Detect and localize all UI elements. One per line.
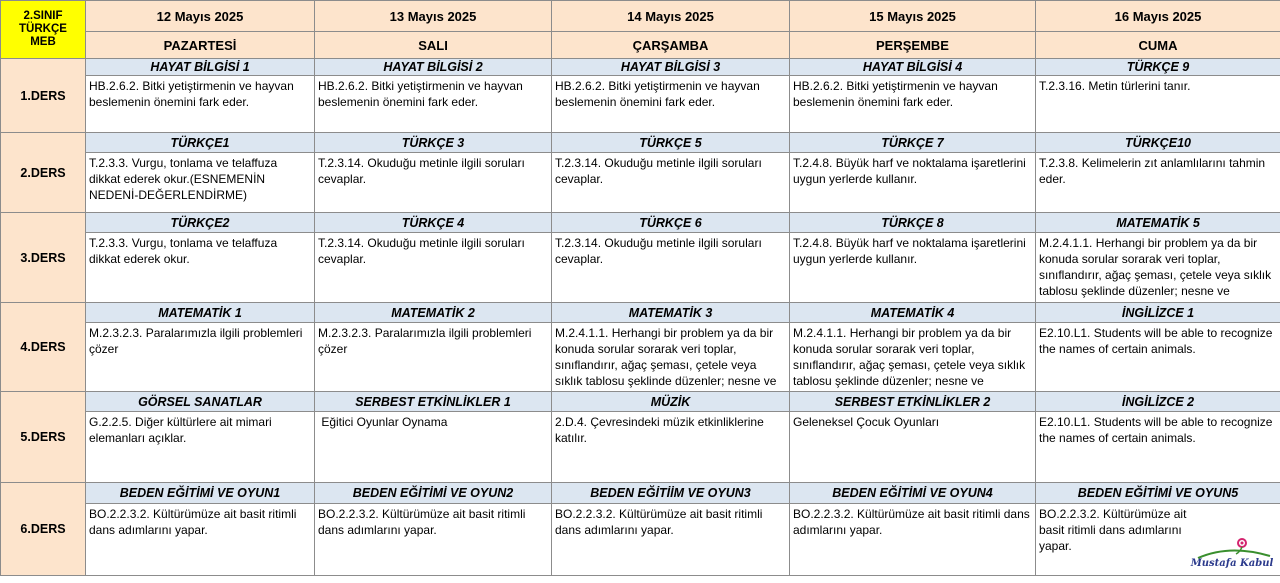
- outcome-text: M.2.3.2.3. Paralarımızla ilgili problemleri çözer: [318, 326, 532, 356]
- outcome-text: T.2.3.14. Okuduğu metinle ilgili soruları cevaplar.: [318, 236, 525, 266]
- flower-icon: [1190, 536, 1274, 560]
- outcome-text: M.2.3.2.3. Paralarımızla ilgili problemleri çözer: [89, 326, 303, 356]
- author-logo: [1190, 536, 1274, 578]
- outcome-cell: [790, 76, 1036, 133]
- date-header-monday: 12 Mayıs 2025: [86, 1, 315, 32]
- outcome-cell: [790, 323, 1036, 392]
- outcome-cell: [315, 323, 552, 392]
- outcome-cell: [790, 153, 1036, 213]
- day-header-friday: CUMA: [1036, 32, 1280, 59]
- subject-cell: BEDEN EĞİTİİM VE OYUN3: [552, 483, 790, 504]
- date-header-tuesday: 13 Mayıs 2025: [315, 1, 552, 32]
- outcome-cell: [315, 412, 552, 483]
- outcome-cell: [315, 153, 552, 213]
- outcome-text: T.2.3.8. Kelimelerin zıt anlamlılarını tahmin eder.: [1039, 156, 1266, 186]
- class-label-line1: 2.SINIF: [23, 10, 63, 22]
- outcome-text: BO.2.2.3.2. Kültürümüze ait basit ritimli dans adımlarını yapar.: [793, 507, 1030, 537]
- subject-cell: TÜRKÇE 8: [790, 213, 1036, 233]
- subject-cell: MATEMATİK 4: [790, 303, 1036, 323]
- outcome-text: T.2.4.8. Büyük harf ve noktalama işaretlerini uygun yerlerde kullanır.: [793, 156, 1026, 186]
- day-header-tuesday: SALI: [315, 32, 552, 59]
- subject-cell: BEDEN EĞİTİMİ VE OYUN1: [86, 483, 315, 504]
- lesson-label-6: 6.DERS: [1, 483, 86, 576]
- subject-cell: HAYAT BİLGİSİ 2: [315, 59, 552, 76]
- class-label-line2: TÜRKÇE: [19, 23, 67, 35]
- subject-cell: MATEMATİK 3: [552, 303, 790, 323]
- author-signature: Mustafa Kabul: [1190, 558, 1274, 569]
- outcome-text: Geleneksel Çocuk Oyunları: [793, 415, 940, 429]
- subject-cell: MATEMATİK 5: [1036, 213, 1280, 233]
- outcome-text: BO.2.2.3.2. Kültürümüze ait basit ritimli dans adımlarını yapar.: [555, 507, 763, 537]
- outcome-cell: [790, 233, 1036, 303]
- day-header-monday: PAZARTESİ: [86, 32, 315, 59]
- outcome-text: HB.2.6.2. Bitki yetiştirmenin ve hayvan beslemenin önemini fark eder.: [793, 79, 998, 109]
- outcome-cell: [315, 233, 552, 303]
- subject-cell: TÜRKÇE2: [86, 213, 315, 233]
- subject-cell: SERBEST ETKİNLİKLER 1: [315, 392, 552, 412]
- day-header-thursday: PERŞEMBE: [790, 32, 1036, 59]
- subject-cell: HAYAT BİLGİSİ 4: [790, 59, 1036, 76]
- subject-cell: HAYAT BİLGİSİ 1: [86, 59, 315, 76]
- outcome-text: G.2.2.5. Diğer kültürlere ait mimari elemanları açıklar.: [89, 415, 272, 445]
- subject-cell: TÜRKÇE 5: [552, 133, 790, 153]
- outcome-cell: [315, 504, 552, 576]
- outcome-text: T.2.3.14. Okuduğu metinle ilgili soruları cevaplar.: [555, 236, 762, 266]
- lesson-label-3: 3.DERS: [1, 213, 86, 303]
- outcome-text: E2.10.L1. Students will be able to recognize the names of certain animals.: [1039, 415, 1273, 445]
- outcome-text: T.2.3.16. Metin türlerini tanır.: [1039, 79, 1191, 93]
- lesson-label-4: 4.DERS: [1, 303, 86, 392]
- subject-cell: İNGİLİZCE 2: [1036, 392, 1280, 412]
- outcome-text: M.2.4.1.1. Herhangi bir problem ya da bir konuda sorular sorarak veri toplar, sınıflandırır, ağaç şeması, çetele veya sıklık tablosu şeklinde düzenler; nesne ve: [793, 326, 1026, 388]
- outcome-cell: [1036, 153, 1280, 213]
- class-label-cell: [1, 1, 86, 59]
- class-label-line3: MEB: [30, 36, 56, 48]
- outcome-cell: [86, 323, 315, 392]
- outcome-cell: [552, 412, 790, 483]
- subject-cell: TÜRKÇE 7: [790, 133, 1036, 153]
- outcome-cell: [86, 504, 315, 576]
- date-header-thursday: 15 Mayıs 2025: [790, 1, 1036, 32]
- outcome-cell: [1036, 233, 1280, 303]
- outcome-text: BO.2.2.3.2. Kültürümüze ait basit ritimli dans adımlarını yapar.: [318, 507, 526, 537]
- outcome-cell: [86, 153, 315, 213]
- date-header-wednesday: 14 Mayıs 2025: [552, 1, 790, 32]
- outcome-text: T.2.3.3. Vurgu, tonlama ve telaffuza dikkat ederek okur.: [89, 236, 278, 266]
- outcome-text: Eğitici Oyunlar Oynama: [318, 415, 448, 429]
- date-header-friday: 16 Mayıs 2025: [1036, 1, 1280, 32]
- outcome-text: T.2.3.3. Vurgu, tonlama ve telaffuza dikkat ederek okur.(ESNEMENİN NEDENİ-DEĞERLENDİRME): [89, 156, 278, 202]
- outcome-text: HB.2.6.2. Bitki yetiştirmenin ve hayvan beslemenin önemini fark eder.: [555, 79, 760, 109]
- outcome-text: M.2.4.1.1. Herhangi bir problem ya da bir konuda sorular sorarak veri toplar, sınıflandırır, ağaç şeması, çetele veya sıklık tablosu şeklinde düzenler; nesne ve: [555, 326, 777, 388]
- subject-cell: BEDEN EĞİTİMİ VE OYUN5: [1036, 483, 1280, 504]
- outcome-cell: [552, 504, 790, 576]
- subject-cell: MATEMATİK 1: [86, 303, 315, 323]
- outcome-cell: [86, 233, 315, 303]
- subject-cell: TÜRKÇE1: [86, 133, 315, 153]
- outcome-text: BO.2.2.3.2. Kültürümüze ait basit ritimli dans adımlarını yapar.: [89, 507, 297, 537]
- outcome-text: T.2.4.8. Büyük harf ve noktalama işaretlerini uygun yerlerde kullanır.: [793, 236, 1026, 266]
- outcome-text: E2.10.L1. Students will be able to recognize the names of certain animals.: [1039, 326, 1273, 356]
- outcome-text: T.2.3.14. Okuduğu metinle ilgili soruları cevaplar.: [555, 156, 762, 186]
- outcome-cell: [1036, 76, 1280, 133]
- subject-cell: TÜRKÇE 3: [315, 133, 552, 153]
- outcome-cell: [552, 233, 790, 303]
- outcome-text: HB.2.6.2. Bitki yetiştirmenin ve hayvan beslemenin önemini fark eder.: [89, 79, 294, 109]
- outcome-cell: [1036, 412, 1280, 483]
- subject-cell: TÜRKÇE 9: [1036, 59, 1280, 76]
- outcome-cell: [86, 76, 315, 133]
- lesson-label-5: 5.DERS: [1, 392, 86, 483]
- outcome-cell: [1036, 323, 1280, 392]
- subject-cell: BEDEN EĞİTİMİ VE OYUN2: [315, 483, 552, 504]
- outcome-text: T.2.3.14. Okuduğu metinle ilgili soruları cevaplar.: [318, 156, 525, 186]
- outcome-text: HB.2.6.2. Bitki yetiştirmenin ve hayvan beslemenin önemini fark eder.: [318, 79, 523, 109]
- day-header-wednesday: ÇARŞAMBA: [552, 32, 790, 59]
- outcome-cell: [790, 504, 1036, 576]
- subject-cell: TÜRKÇE 6: [552, 213, 790, 233]
- subject-cell: HAYAT BİLGİSİ 3: [552, 59, 790, 76]
- outcome-text: BO.2.2.3.2. Kültürümüze ait basit ritimli dans adımlarını yapar.: [1039, 507, 1187, 553]
- outcome-cell: [552, 76, 790, 133]
- lesson-label-2: 2.DERS: [1, 133, 86, 213]
- subject-cell: BEDEN EĞİTİMİ VE OYUN4: [790, 483, 1036, 504]
- subject-cell: GÖRSEL SANATLAR: [86, 392, 315, 412]
- subject-cell: SERBEST ETKİNLİKLER 2: [790, 392, 1036, 412]
- outcome-cell: [86, 412, 315, 483]
- lesson-label-1: 1.DERS: [1, 59, 86, 133]
- subject-cell: TÜRKÇE 4: [315, 213, 552, 233]
- outcome-cell: [315, 76, 552, 133]
- subject-cell: MÜZİK: [552, 392, 790, 412]
- subject-cell: MATEMATİK 2: [315, 303, 552, 323]
- outcome-cell: [552, 323, 790, 392]
- outcome-text: M.2.4.1.1. Herhangi bir problem ya da bir konuda sorular sorarak veri toplar, sınıflandırır, ağaç şeması, çetele veya sıklık tablosu şeklinde düzenler; nesne ve: [1039, 236, 1272, 298]
- subject-cell: TÜRKÇE10: [1036, 133, 1280, 153]
- outcome-cell: [790, 412, 1036, 483]
- outcome-text: 2.D.4. Çevresindeki müzik etkinliklerine katılır.: [555, 415, 764, 445]
- subject-cell: İNGİLİZCE 1: [1036, 303, 1280, 323]
- outcome-cell: [552, 153, 790, 213]
